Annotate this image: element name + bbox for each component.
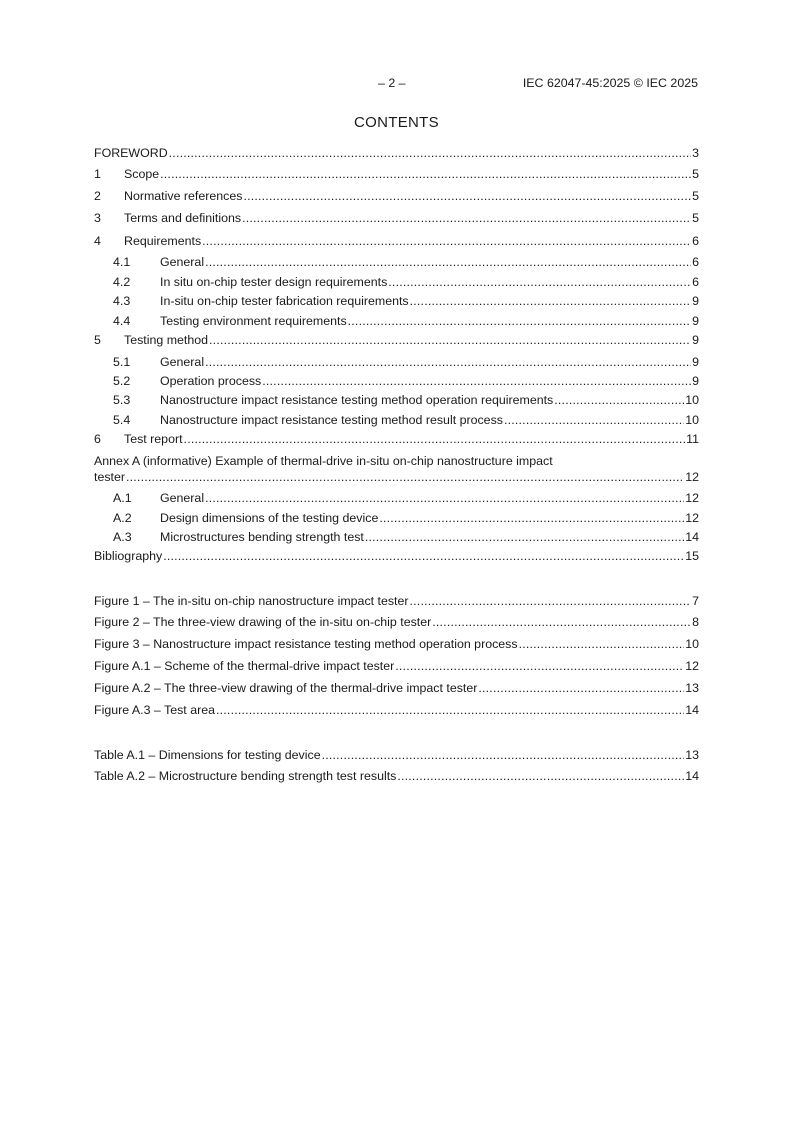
toc-page-number: 5 [692,211,699,225]
toc-section-number: 4.4 [113,314,131,328]
dot-leader [126,469,684,485]
toc-entry-normative-references[interactable] [94,188,699,204]
figure-page-number: 8 [692,615,699,629]
toc-section-number: 4.3 [113,294,131,308]
toc-entry-4-1[interactable] [94,254,699,270]
toc-page-number: 12 [685,491,699,505]
toc-section-number: A.3 [113,530,132,544]
toc-entry-label: General [160,491,205,505]
table-page-number: 13 [685,748,699,762]
figure-page-number: 12 [685,659,699,673]
toc-section-number: 5.1 [113,355,131,369]
table-page-number: 14 [685,769,699,783]
figure-list-item[interactable] [94,614,699,630]
toc-entry-label: In situ on-chip tester design requirements [160,275,388,289]
figure-entry-label: Figure A.1 – Scheme of the thermal-drive impact tester [94,659,395,673]
dot-leader [410,593,692,609]
toc-section-number: 5.3 [113,393,131,407]
page-title: CONTENTS [354,114,439,131]
toc-entry-5-3[interactable] [94,392,699,408]
toc-entry-terms-definitions[interactable] [94,210,699,226]
toc-entry-test-report[interactable] [94,431,699,447]
figure-list-item[interactable] [94,636,699,652]
toc-entry-label: Nanostructure impact resistance testing method operation requirements [160,393,554,407]
dot-leader [379,510,684,526]
toc-page-number: 3 [692,146,699,160]
dot-leader [410,293,691,309]
toc-entry-scope[interactable] [94,166,699,182]
toc-entry-label: Operation process [160,374,262,388]
dot-leader [348,313,691,329]
dot-leader [504,412,684,428]
dot-leader [243,188,691,204]
dot-leader [205,254,691,270]
figure-entry-label: Figure 1 – The in-situ on-chip nanostructure impact tester [94,594,409,608]
toc-entry-label: FOREWORD [94,146,168,160]
toc-page-number: 14 [685,530,699,544]
toc-entry-5-1[interactable] [94,354,699,370]
toc-page-number: 9 [692,333,699,347]
toc-entry-bibliography[interactable] [94,548,699,564]
dot-leader [169,145,691,161]
figure-entry-label: Figure 2 – The three-view drawing of the in-situ on-chip tester [94,615,432,629]
toc-section-number: 5.4 [113,413,131,427]
toc-entry-label: In-situ on-chip tester fabrication requirements [160,294,409,308]
toc-section-number: 4.2 [113,275,131,289]
toc-page-number: 6 [692,255,699,269]
toc-section-number: 5 [94,333,101,347]
toc-entry-a-1[interactable] [94,490,699,506]
toc-entry-foreword[interactable] [94,145,699,161]
toc-section-number: 5.2 [113,374,131,388]
toc-page-number: 12 [685,511,699,525]
toc-entry-label: Scope [124,167,160,181]
table-list-item[interactable] [94,747,699,763]
toc-entry-label: Design dimensions of the testing device [160,511,379,525]
dot-leader [242,210,691,226]
dot-leader [478,680,684,696]
toc-section-number: 1 [94,167,101,181]
dot-leader [397,768,684,784]
dot-leader [216,702,684,718]
toc-entry-a-2[interactable] [94,510,699,526]
toc-page-number: 5 [692,167,699,181]
dot-leader [205,354,691,370]
toc-section-number: 6 [94,432,101,446]
toc-page-number: 9 [692,355,699,369]
table-entry-label: Table A.1 – Dimensions for testing device [94,748,321,762]
toc-entry-annex-a[interactable] [94,469,699,485]
toc-page-number: 12 [685,470,699,484]
toc-entry-4-3[interactable] [94,293,699,309]
page-number: – 2 – [378,76,406,90]
toc-page-number: 9 [692,294,699,308]
toc-entry-label: Nanostructure impact resistance testing method result process [160,413,503,427]
toc-entry-a-3[interactable] [94,529,699,545]
toc-entry-label: Testing environment requirements [160,314,347,328]
toc-page-number: 9 [692,314,699,328]
dot-leader [160,166,691,182]
toc-page-number: 10 [685,413,699,427]
toc-section-number: 4 [94,234,101,248]
dot-leader [262,373,691,389]
toc-page-number: 9 [692,374,699,388]
figure-list-item[interactable] [94,658,699,674]
toc-entry-label: Testing method [124,333,209,347]
dot-leader [554,392,684,408]
figure-page-number: 7 [692,594,699,608]
dot-leader [432,614,691,630]
toc-section-number: 4.1 [113,255,131,269]
dot-leader [205,490,684,506]
dot-leader [322,747,685,763]
toc-page-number: 6 [692,234,699,248]
dot-leader [184,431,686,447]
toc-entry-label: General [160,255,205,269]
figure-entry-label: Figure 3 – Nanostructure impact resistance testing method operation process [94,637,518,651]
toc-entry-label: Bibliography [94,549,163,563]
toc-annex-a-title[interactable]: Annex A (informative) Example of thermal-drive in-situ on-chip nanostructure impact [94,454,553,468]
toc-page-number: 6 [692,275,699,289]
toc-entry-requirements[interactable] [94,233,699,249]
toc-page-number: 15 [685,549,699,563]
dot-leader [519,636,685,652]
toc-entry-label: Microstructures bending strength test [160,530,364,544]
dot-leader [202,233,691,249]
toc-section-number: 3 [94,211,101,225]
figure-list-item[interactable] [94,702,699,718]
toc-page-number: 5 [692,189,699,203]
dot-leader [388,274,691,290]
toc-entry-label: Requirements [124,234,202,248]
document-reference: IEC 62047-45:2025 © IEC 2025 [522,76,698,90]
toc-entry-label: Terms and definitions [124,211,242,225]
table-list-item[interactable] [94,768,699,784]
toc-section-number: A.1 [113,491,132,505]
figure-list-item[interactable] [94,593,699,609]
toc-page-number: 10 [685,393,699,407]
toc-entry-5-4[interactable] [94,412,699,428]
dot-leader [209,332,691,348]
figure-entry-label: Figure A.3 – Test area [94,703,215,717]
figure-page-number: 14 [685,703,699,717]
toc-entry-4-2[interactable] [94,274,699,290]
dot-leader [395,658,684,674]
table-entry-label: Table A.2 – Microstructure bending strength test results [94,769,397,783]
toc-entry-testing-method[interactable] [94,332,699,348]
toc-entry-label: Normative references [124,189,243,203]
figure-list-item[interactable] [94,680,699,696]
figure-page-number: 13 [685,681,699,695]
toc-entry-5-2[interactable] [94,373,699,389]
toc-entry-label: General [160,355,205,369]
toc-entry-label: tester [94,470,125,484]
toc-entry-4-4[interactable] [94,313,699,329]
figure-entry-label: Figure A.2 – The three-view drawing of the thermal-drive impact tester [94,681,478,695]
toc-entry-label: Test report [124,432,183,446]
dot-leader [163,548,684,564]
dot-leader [365,529,684,545]
toc-page-number: 11 [686,432,699,446]
figure-page-number: 10 [685,637,699,651]
toc-section-number: A.2 [113,511,132,525]
toc-section-number: 2 [94,189,101,203]
